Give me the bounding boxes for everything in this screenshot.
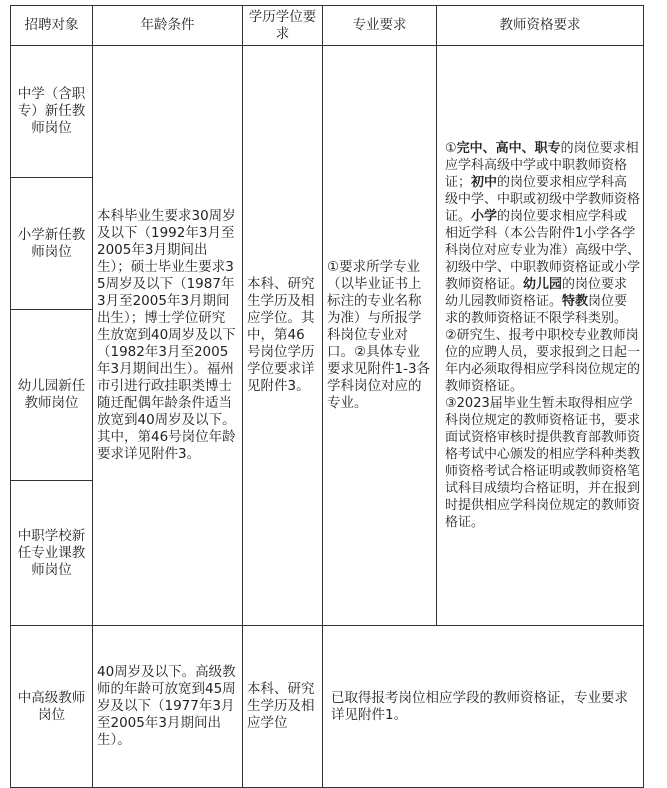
header-education: 学历学位要求	[243, 6, 323, 46]
qualification-group1	[437, 46, 644, 626]
table-row	[11, 46, 644, 178]
age-condition-group1: 本科毕业生要求30周岁及以下（1992年3月至2005年3月期间出生）；硕士毕业生要求35周岁及以下（1987年3月至2005年3月期间出生）；博士学位研究生放宽到40周岁及以下（1982年3月至2005年3月期间出生）。福州市引进行政挂职类博士随迁配偶年龄条件适当放宽到40周岁及以下。其中，第46号岗位年龄要求详见附件3。	[93, 46, 243, 626]
major-group1: ①要求所学专业（以毕业证书上标注的专业名称为准）与所报学科岗位专业对口。②具体专业要求见附件1-3各学科岗位对应的专业。	[323, 46, 437, 626]
qualification-paragraph-2: ②研究生、报考中职校专业教师岗位的应聘人员，要求报到之日起一年内必须取得相应学科岗位规定的教师资格证。	[445, 328, 641, 394]
education-group1: 本科、研究生学历及相应学位。其中，第46号岗位学历学位要求详见附件3。	[243, 46, 323, 626]
header-age: 年龄条件	[93, 6, 243, 46]
target-middle-school: 中学（含职专）新任教师岗位	[11, 46, 93, 178]
header-qualification: 教师资格要求	[437, 6, 644, 46]
education-group2: 本科、研究生学历及相应学位	[243, 626, 323, 788]
recruitment-table	[10, 5, 644, 788]
major-qualification-group2: 已取得报考岗位相应学段的教师资格证，专业要求详见附件1。	[323, 626, 644, 788]
qualification-paragraph-1: ①完中、高中、职专的岗位要求相应学科高级中学或中职教师资格证；初中的岗位要求相应学科高级中学、中职或初级中学教师资格证。小学的岗位要求相应学科或相近学科（本公告附件1小学各学科岗位对应专业为准）高级中学、初级中学、中职教师资格证或小学教师资格证。幼儿园的岗位要求幼儿园教师资格证。特教岗位要求的教师资格证不限学科类别。	[445, 141, 641, 326]
header-major: 专业要求	[323, 6, 437, 46]
target-kindergarten: 幼儿园新任教师岗位	[11, 310, 93, 481]
age-condition-group2: 40周岁及以下。高级教师的年龄可放宽到45周岁及以下（1977年3月至2005年3月期间出生）。	[93, 626, 243, 788]
target-senior-teacher: 中高级教师岗位	[11, 626, 93, 788]
target-primary-school: 小学新任教师岗位	[11, 178, 93, 310]
target-vocational-school: 中职学校新任专业课教师岗位	[11, 481, 93, 626]
table-row	[11, 626, 644, 788]
header-row	[11, 6, 644, 46]
qualification-paragraph-3: ③2023届毕业生暂未取得相应学科岗位规定的教师资格证书，要求面试资格审核时提供教育部教师资格考试中心颁发的相应学科种类教师资格考试合格证明或教师资格笔试科目成绩均合格证明，并在报到时提供相应学科岗位规定的教师资格证。	[445, 396, 641, 530]
header-target: 招聘对象	[11, 6, 93, 46]
